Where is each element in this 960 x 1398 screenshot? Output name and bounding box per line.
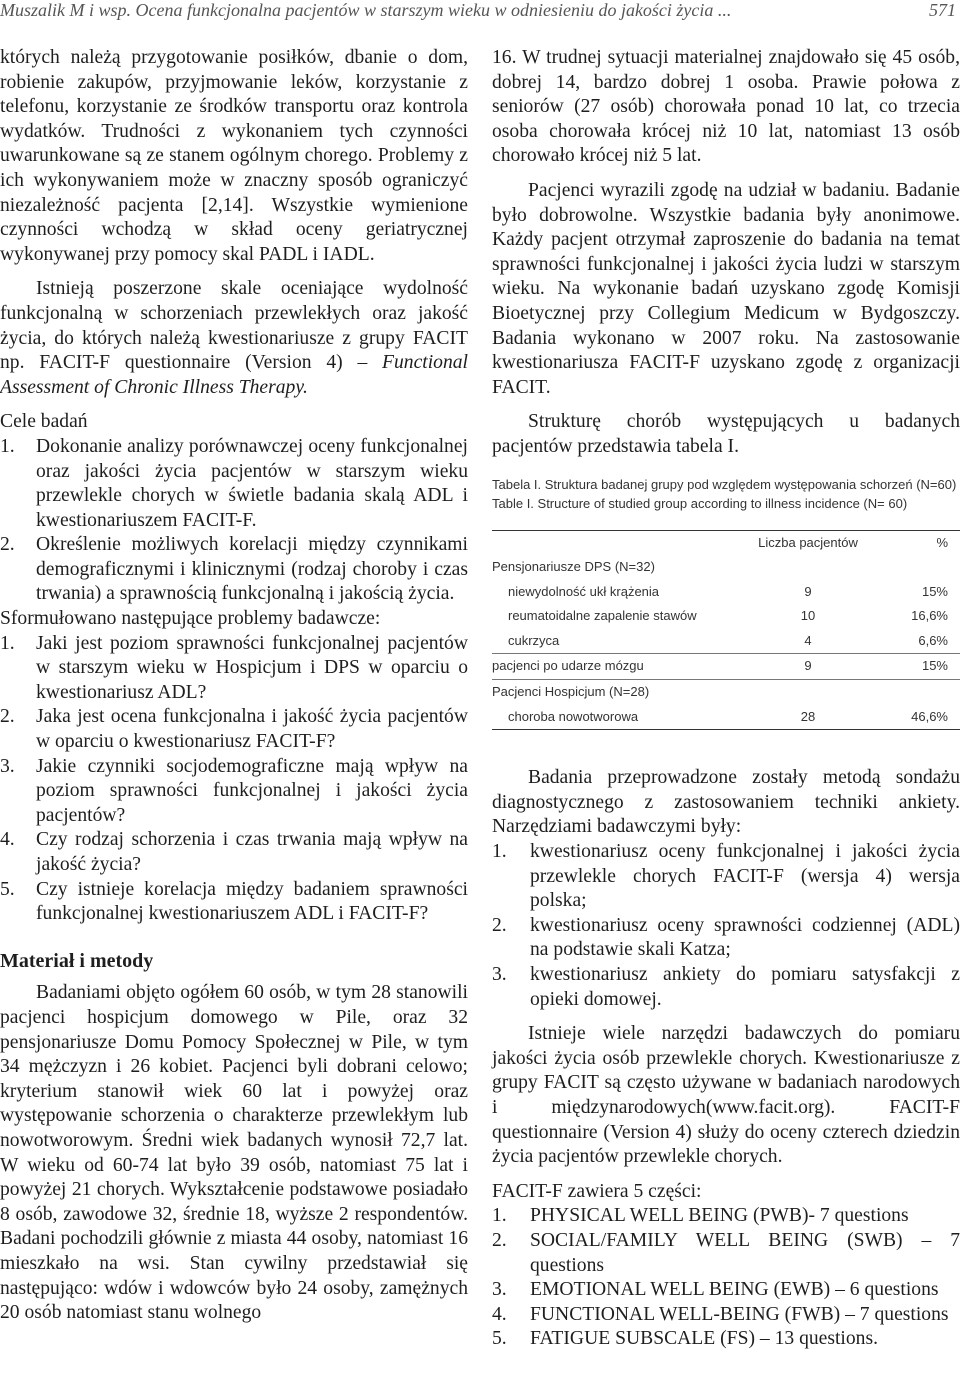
paragraph-methods: Badania przeprowadzone zostały metodą sondażu diagnostycznego z zastosowaniem techniki ankiety. Narzędziami badawczymi były: [492,767,960,838]
problem-number: 2. [0,706,15,728]
paragraph-adl-activities: których należą przygotowanie posiłków, dbanie o dom, robienie zakupów, przyjmowanie leków, korzystanie z telefonu, korzystanie ze środków transportu oraz kontrola wydatków. Trudności z wykonaniem tych czynności uwarunkowane są ze stanem ogólnym chorego. Problemy z ich wykonywaniem może w znaczny sposób ograniczyć niezależność pacjenta [2,14]. Wszystkie wymienione czynności wchodzą w skład oceny geriatrycznej wykonywanej przy pomocy skal PADL i IADL. [0,47,468,265]
table-group-label: Pacjenci Hospicjum (N=28) [492,684,650,700]
facit-part-item [492,1229,960,1278]
table-group-row [492,680,960,705]
facit-part-number: 2. [492,1229,507,1251]
table-cell-name: reumatoidalne zapalenie stawów [508,608,697,624]
tool-text: kwestionariusz oceny funkcjonalnej i jakości życia przewlekle chorych FACIT-F (wersja 4) wersja polska; [530,841,960,912]
problems-intro: Sformułowano następujące problemy badawcze: [0,608,381,630]
problem-item [0,828,468,877]
facit-part-number: 3. [492,1279,507,1301]
facit-part-item [492,1327,960,1352]
table-cell-percent: 15% [868,654,960,680]
paragraph-material-status: 16. W trudnej sytuacji materialnej znajdowało się 45 osób, dobrej 14, bardzo dobrej 1 osoba. Prawie połowa z seniorów (27 osób) chorowała ponad 10 lat, co trzecia osoba chorowała krócej niż 10 lat, natomiast 13 osób chorowało krócej niż 5 lat. [492,47,960,167]
table-cell-count: 28 [748,705,868,730]
facit-part-text: FUNCTIONAL WELL-BEING (FWB) – 7 questions [530,1303,949,1325]
tool-item [492,914,960,963]
table-cell-name: pacjenci po udarze mózgu [492,654,748,680]
table-caption-polish: Tabela I. Struktura badanej grupy pod względem występowania schorzeń (N=60) [492,476,957,492]
table-group-label: Pensjonariusze DPS (N=32) [492,559,655,575]
facit-intro: FACIT-F zawiera 5 części: [492,1180,702,1202]
facit-part-text: FATIGUE SUBSCALE (FS) – 13 questions. [530,1328,878,1350]
problem-text: Czy istnieje korelacja między badaniem sprawności funkcjonalnej kwestionariuszem ADL i FACIT-F? [36,878,468,925]
table-cell-percent: 46,6% [868,705,960,730]
problem-number: 4. [0,829,15,851]
paragraph-facit-text: Istnieją poszerzone skale oceniające wydolność funkcjonalną w schorzeniach przewlekłych oraz jakość życia, do których należą kwestionariusze z grupy FACIT np. FACIT-F questionnaire (Version 4) [0,278,468,374]
table-row [492,705,960,730]
tool-item [492,840,960,914]
problems-list [0,632,468,927]
table-row [492,604,960,629]
table-group-row [492,555,960,580]
facit-part-item [492,1303,960,1328]
left-column [0,46,468,1326]
facit-part-text: PHYSICAL WELL BEING (PWB)- 7 questions [530,1205,909,1227]
paragraph-facit-scales [0,277,468,400]
right-column [492,46,960,1352]
illness-structure-table [492,530,960,731]
facit-part-number: 5. [492,1328,507,1350]
table-row [492,629,960,654]
section-heading-goals: Cele badań [0,411,88,433]
table-caption [492,476,960,512]
paragraph-table-reference: Strukturę chorób występujących u badanych pacjentów przedstawia tabela I. [492,411,960,457]
paragraph-study-group: Badaniami objęto ogółem 60 osób, w tym 28 stanowili pacjenci hospicjum domowego w Pile, oraz 32 pensjonariusze Domu Pomocy Społecznej w Pile, w tym 34 mężczyzn i 26 kobiet. Pacjenci byli dobrani celowo; kryterium stanowił wiek 60 lat i powyżej oraz występowanie schorzenia o charakterze przewlekłym lub nowotworowym. Średni wiek badanych wynosił 72,7 lat. W wieku od 60-74 lat było 39 osób, natomiast 75 lat i powyżej 21 chorych. Wykształcenie podstawowe posiadało 8 osób, zawodowe 32, średnie 18, wyższe 2 respondentów. Badani pochodzili głównie z miasta 44 osoby, natomiast 16 mieszkało na wsi. Stan cywilny przedstawiał się następująco: wdów i wdowców było 24 osoby, zamężnych 20 osób natomiast stanu wolnego [0,982,468,1324]
problem-text: Jakie czynniki socjodemograficzne mają wpływ na poziom sprawności funkcjonalnej i jakości życia pacjentów? [36,755,468,826]
table-row [492,654,960,680]
problem-item [0,705,468,754]
table-header-empty [492,530,748,555]
tool-text: kwestionariusz oceny sprawności codziennej (ADL) na podstawie skali Katza; [530,914,960,961]
table-cell-percent: 6,6% [868,629,960,654]
table-cell-name: cukrzyca [492,629,748,654]
table-cell-count: 9 [804,583,812,599]
facit-full-name: – Functional Assessment of Chronic Illness Therapy. [0,352,468,398]
tool-number: 1. [492,841,507,863]
facit-part-text: SOCIAL/FAMILY WELL BEING (SWB) – 7 questions [530,1229,960,1276]
facit-part-number: 1. [492,1205,507,1227]
goal-number: 2. [0,534,15,556]
table-header-percent: % [868,530,960,555]
goal-item [0,533,468,607]
facit-parts-list [492,1204,960,1352]
goal-text: Dokonanie analizy porównawczej oceny funkcjonalnej oraz jakości życia pacjentów w starszym wieku przewlekle chorych w świetle badania skalą ADL i kwestionariuszem FACIT-F. [36,435,468,531]
page-number: 571 [929,0,956,20]
table-cell-count: 9 [748,654,868,680]
problem-text: Czy rodzaj schorzenia i czas trwania mają wpływ na jakość życia? [36,829,468,875]
facit-part-item [492,1278,960,1303]
table-caption-english: Table I. Structure of studied group according to illness incidence (N= 60) [492,495,908,511]
running-header-title: Muszalik M i wsp. Ocena funkcjonalna pacjentów w starszym wieku w odniesieniu do jakości życia ... [0,0,732,20]
paragraph-consent: Pacjenci wyrazili zgodę na udział w badaniu. Badanie było dobrowolne. Wszystkie badania były anonimowe. Każdy pacjent otrzymał zaproszenie do badania na temat sprawności funkcjonalnej i jakości życia ludzi w starszym wieku. Na wykonanie badań uzyskano zgodę Komisji Bioetycznej przy Collegium Medicum w Bydgoszczy. Badania wykonano w 2007 roku. Na zastosowanie kwestionariusza FACIT-F uzyskano zgodę z organizacji FACIT. [492,179,960,398]
problem-item [0,878,468,927]
table-cell-percent: 16,6% [911,608,948,624]
goal-text: Określenie możliwych korelacji między czynnikami demograficznymi i klinicznymi (rodzaj choroby i czas trwania) a sprawnością funkcjonalną i jakością życia. [36,534,468,605]
table-cell-name: niewydolność ukł krążenia [508,583,660,599]
facit-part-text: EMOTIONAL WELL BEING (EWB) – 6 questions [530,1279,939,1301]
section-heading-methods: Materiał i metody [0,949,154,972]
problem-number: 3. [0,755,15,777]
table-cell-count: 10 [800,608,816,624]
table-header-count: Liczba pacjentów [748,530,868,555]
tool-text: kwestionariusz ankiety do pomiaru satysfakcji z opieki domowej. [530,964,960,1010]
table-header-row [492,530,960,555]
facit-part-number: 4. [492,1303,507,1325]
table-cell-percent: 15% [921,583,948,599]
problem-item [0,632,468,706]
table-row [492,580,960,605]
tool-item [492,963,960,1012]
problem-number: 5. [0,878,15,900]
tool-number: 2. [492,914,507,936]
tools-list [492,840,960,1012]
goals-list [0,435,468,607]
table-cell-count: 4 [748,629,868,654]
paragraph-facit-tools: Istnieje wiele narzędzi badawczych do pomiaru jakości życia osób przewlekle chorych. Kwestionariusze z grupy FACIT są często używane w badaniach narodowych i międzynarodowych(www.facit.org). FACIT-F questionnaire (Version 4) służy do oceny czterech dziedzin życia pacjentów przewlekle chorych. [492,1023,960,1168]
goal-number: 1. [0,435,15,457]
problem-text: Jaka jest ocena funkcjonalna i jakość życia pacjentów w oparciu o kwestionariusz FACIT-F? [36,706,468,753]
goal-item [0,435,468,533]
running-header [0,0,960,22]
table-cell-name: choroba nowotworowa [492,705,748,730]
problem-item [0,755,468,829]
problem-number: 1. [0,632,15,654]
tool-number: 3. [492,964,507,985]
problem-text: Jaki jest poziom sprawności funkcjonalnej pacjentów w starszym wieku w Hospicjum i DPS w oparciu o kwestionariusz ADL? [36,632,468,703]
facit-part-item [492,1204,960,1229]
